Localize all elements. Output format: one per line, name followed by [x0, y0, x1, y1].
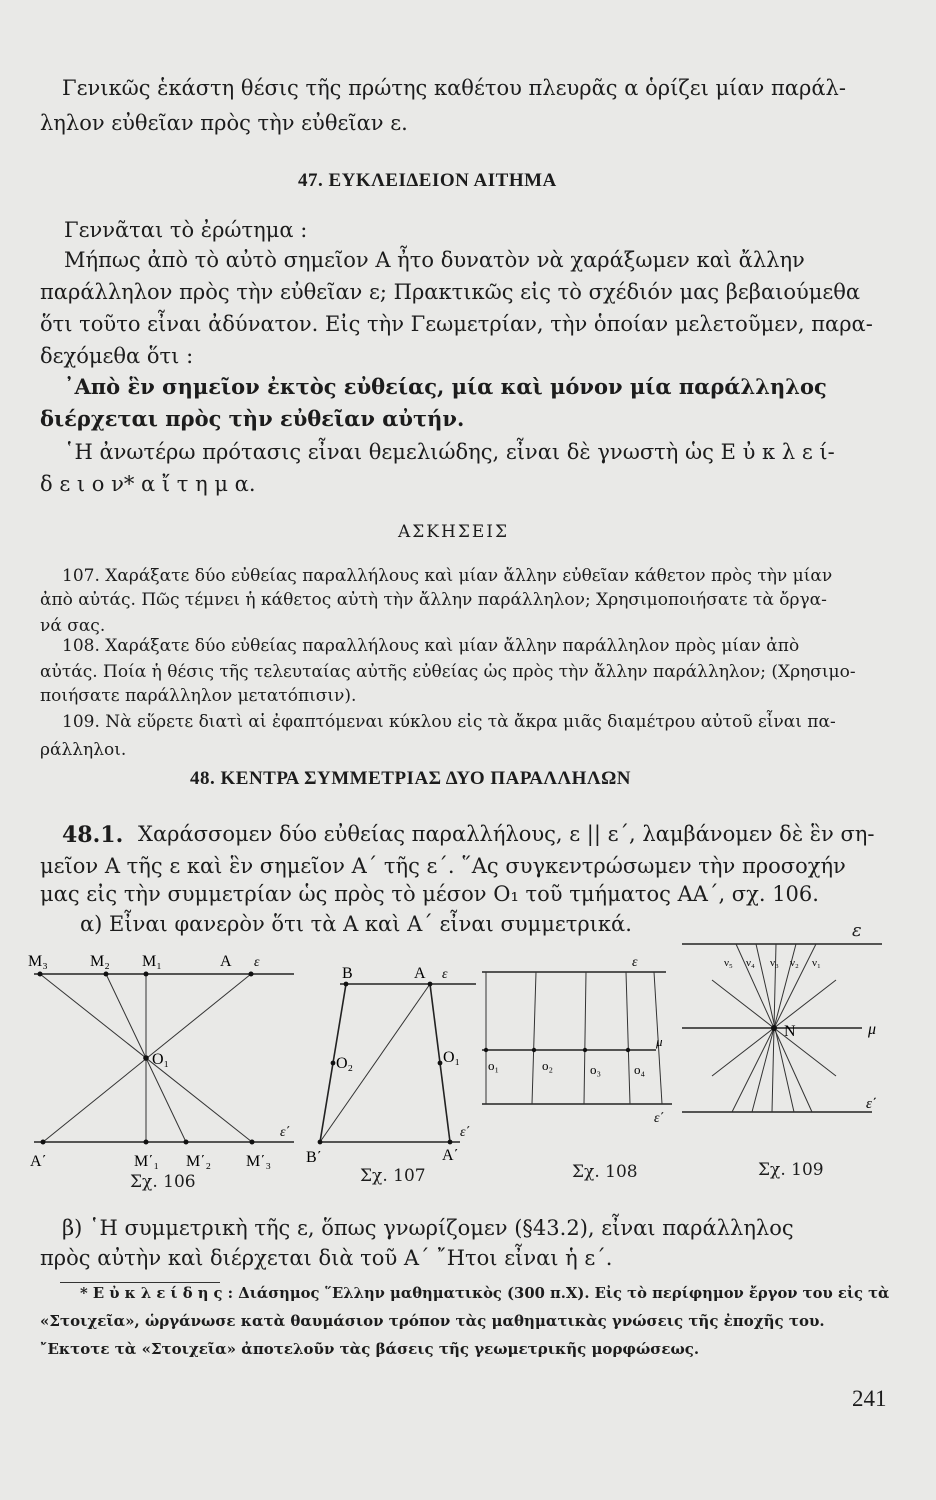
label-e-109-top: ε: [852, 920, 862, 941]
label-v4: ν₄: [746, 957, 755, 969]
figure-107: [300, 950, 480, 1170]
label-v5: ν₅: [724, 957, 733, 969]
caption-106: Σχ. 106: [130, 1172, 196, 1192]
label-o1: o₁: [488, 1058, 500, 1073]
exercise-line: ἀπὸ αὐτάς. Πῶς τέμνει ἡ κάθετος αὐτὴ τὴν ἄλλην παράλληλον; Χρησιμοποιήσατε τὰ ὄργα-: [40, 590, 827, 610]
label-e: ε: [442, 967, 448, 982]
exercise-line: 108. Χαράξατε δύο εὐθείας παραλλήλους καὶ μίαν ἄλλην παράλληλον πρὸς μίαν ἀπὸ: [62, 636, 800, 656]
caption-108: Σχ. 108: [572, 1162, 638, 1182]
label-e-prime: ε΄: [654, 1111, 665, 1126]
paragraph-number: 48.1.: [62, 822, 124, 848]
label-M3: M₃: [28, 953, 48, 970]
label-B-prime: B΄: [306, 1149, 322, 1166]
label-B: B: [342, 965, 353, 982]
exercise-line: 107. Χαράξατε δύο εὐθείας παραλλήλους καὶ μίαν ἄλλην εὐθεῖαν κάθετον πρὸς τὴν μίαν: [62, 566, 833, 586]
label-e-prime: ε΄: [460, 1125, 471, 1140]
section-heading-47: 47. ΕΥΚΛΕΙΔΕΙΟΝ ΑΙΤΗΜΑ: [298, 170, 557, 191]
caption-107: Σχ. 107: [360, 1166, 426, 1186]
text-line: Γενικῶς ἑκάστη θέσις τῆς πρώτης καθέτου πλευρᾶς α ὁρίζει μίαν παράλ-: [62, 76, 846, 100]
figure-108: [476, 950, 676, 1170]
label-A-prime: A΄: [442, 1147, 459, 1164]
label-M1: M₁: [142, 953, 162, 970]
label-v3: ν₃: [770, 957, 779, 969]
caption-109: Σχ. 109: [758, 1160, 824, 1180]
label-e: ε: [632, 955, 638, 970]
label-e: ε: [254, 955, 260, 970]
footnote-line: * Ε ὐ κ λ ε ί δ η ς : Διάσημος ῞Ελλην μαθηματικὸς (300 π.Χ). Εἰς τὸ περίφημον ἔργον του εἰς τὰ: [80, 1284, 890, 1302]
text-line: δεχόμεθα ὅτι :: [40, 344, 194, 368]
page-number: 241: [852, 1386, 887, 1411]
figure-109: [676, 940, 900, 1160]
label-O1: O₁: [152, 1051, 170, 1068]
label-A: A: [414, 965, 426, 982]
exercise-line: νά σας.: [40, 616, 106, 636]
label-O2: O₂: [336, 1055, 354, 1072]
label-v1: ν₁: [812, 957, 821, 969]
text-line: β) ῾Η συμμετρικὴ τῆς ε, ὅπως γνωρίζομεν (§43.2), εἶναι παράλληλος: [62, 1216, 794, 1240]
text-line: μεῖον Α τῆς ε καὶ ἓν σημεῖον Α΄ τῆς ε΄. ῞Ας συγκεντρώσωμεν τὴν προσοχήν: [40, 854, 846, 878]
footnote-rule: [60, 1282, 220, 1283]
exercise-line: ράλληλοι.: [40, 740, 127, 760]
label-o3: o₃: [590, 1062, 602, 1077]
text-line: Χαράσσομεν δύο εὐθείας παραλλήλους, ε || ε΄, λαμβάνομεν δὲ ἓν ση-: [138, 822, 875, 846]
footnote-line: «Στοιχεῖα», ὡργάνωσε κατὰ θαυμάσιον τρόπον τὰς μαθηματικὰς γνώσεις τῆς ἐποχῆς του.: [40, 1312, 825, 1330]
exercises-title: ΑΣΚΗΣΕΙΣ: [398, 522, 509, 542]
label-M2-prime: M΄₂: [186, 1153, 212, 1170]
text-line: ὅτι τοῦτο εἶναι ἀδύνατον. Εἰς τὴν Γεωμετρίαν, τὴν ὁποίαν μελετοῦμεν, παρα-: [40, 312, 873, 336]
label-o4: o₄: [634, 1062, 646, 1077]
text-line: ῾Η ἀνωτέρω πρότασις εἶναι θεμελιώδης, εἶναι δὲ γνωστὴ ὡς Ε ὐ κ λ ε ί-: [64, 440, 835, 464]
exercise-line: αὐτάς. Ποία ἡ θέσις τῆς τελευταίας αὐτῆς εὐθείας ὡς πρὸς τὴν ἄλλην παράλληλον; (Χρησιμο-: [40, 662, 856, 682]
label-mu: μ: [656, 1034, 663, 1049]
label-N: N: [784, 1023, 796, 1040]
text-line: μας εἰς τὴν συμμετρίαν ὡς πρὸς τὸ μέσον Ο₁ τοῦ τμήματος ΑΑ΄, σχ. 106.: [40, 882, 819, 906]
label-O1: O₁: [443, 1049, 461, 1066]
exercise-line: ποιήσατε παράλληλον μετατόπισιν).: [40, 686, 357, 706]
label-e-prime: ε΄: [280, 1125, 291, 1140]
label-M3-prime: M΄₃: [246, 1153, 272, 1170]
text-line: πρὸς αὐτὴν καὶ διέρχεται διὰ τοῦ Α΄ ῎Ητοι εἶναι ἡ ε΄.: [40, 1246, 613, 1270]
footnote-line: ῎Εκτοτε τὰ «Στοιχεῖα» ἀποτελοῦν τὰς βάσεις τῆς γεωμετρικῆς μορφώσεως.: [40, 1340, 700, 1358]
text-line: ληλον εὐθεῖαν πρὸς τὴν εὐθεῖαν ε.: [40, 111, 408, 135]
label-A-prime: A΄: [30, 1153, 47, 1170]
text-line: α) Εἶναι φανερὸν ὅτι τὰ Α καὶ Α΄ εἶναι συμμετρικά.: [80, 912, 632, 936]
label-e-prime: ε΄: [866, 1096, 877, 1112]
label-o2: o₂: [542, 1058, 554, 1073]
postulate-line: ᾽Απὸ ἓν σημεῖον ἐκτὸς εὐθείας, μία καὶ μόνον μία παράλληλος: [64, 374, 827, 399]
section-heading-48: 48. ΚΕΝΤΡΑ ΣΥΜΜΕΤΡΙΑΣ ΔΥΟ ΠΑΡΑΛΛΗΛΩΝ: [190, 768, 632, 789]
exercise-line: 109. Νὰ εὕρετε διατὶ αἱ ἐφαπτόμεναι κύκλου εἰς τὰ ἄκρα μιᾶς διαμέτρου αὐτοῦ εἶναι πα-: [62, 712, 836, 732]
label-M1-prime: M΄₁: [134, 1153, 160, 1170]
label-A: A: [220, 953, 232, 970]
text-line: Γεννᾶται τὸ ἐρώτημα :: [64, 218, 308, 242]
label-v2: ν₂: [790, 957, 799, 969]
label-M2: M₂: [90, 953, 110, 970]
figure-106: [28, 944, 300, 1174]
label-mu: μ: [868, 1021, 877, 1038]
text-line: δ ε ι ο ν* α ἴ τ η μ α.: [40, 472, 256, 496]
text-line: Μήπως ἀπὸ τὸ αὐτὸ σημεῖον Α ἦτο δυνατὸν νὰ χαράξωμεν καὶ ἄλλην: [64, 248, 805, 272]
text-line: παράλληλον πρὸς τὴν εὐθεῖαν ε; Πρακτικῶς εἰς τὸ σχέδιόν μας βεβαιούμεθα: [40, 280, 861, 304]
postulate-line: διέρχεται πρὸς τὴν εὐθεῖαν αὐτήν.: [40, 406, 465, 431]
